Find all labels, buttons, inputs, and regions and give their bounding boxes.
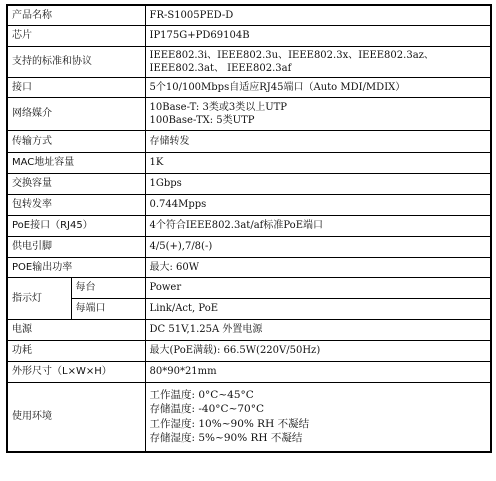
- ports-label: 接口: [7, 77, 145, 97]
- standards-line: IEEE802.3at、 IEEE802.3af: [149, 62, 292, 74]
- environment-value: [145, 382, 491, 452]
- table-row: [7, 340, 491, 361]
- ports-value: 5个10/100Mbps自适应RJ45端口（Auto MDI/MDIX）: [145, 77, 491, 97]
- table-row: [7, 5, 491, 25]
- table-row: [7, 25, 491, 46]
- pins-value: 4/5(+),7/8(-): [145, 236, 491, 257]
- media-line: 10Base-T: 3类或3类以上UTP: [149, 101, 288, 113]
- table-row: [7, 361, 491, 382]
- environment-line: 工作温度: 0°C~45°C: [149, 388, 254, 401]
- media-label: 网络媒介: [7, 97, 145, 130]
- forwarding-label: 传输方式: [7, 130, 145, 152]
- dimensions-value: 80*90*21mm: [145, 361, 491, 382]
- dimensions-label: 外形尺寸（L×W×H）: [7, 361, 145, 382]
- table-row: [7, 173, 491, 194]
- environment-line: 存储湿度: 5%~90% RH 不凝结: [149, 432, 303, 445]
- packet-label: 包转发率: [7, 194, 145, 215]
- standards-line: IEEE802.3i、IEEE802.3u、IEEE802.3x、IEEE802.3az、: [149, 49, 434, 61]
- chip-value: IP175G+PD69104B: [145, 25, 491, 46]
- standards-label: 支持的标准和协议: [7, 46, 145, 77]
- table-row: [7, 298, 491, 319]
- model-value: FR-S1005PED-D: [145, 5, 491, 25]
- table-row: [7, 77, 491, 97]
- mac-label: MAC地址容量: [7, 152, 145, 173]
- media-line: 100Base-TX: 5类UTP: [149, 114, 255, 126]
- standards-value: [145, 46, 491, 77]
- indicator-per-unit-label: 每台: [71, 277, 145, 298]
- chip-label: 芯片: [7, 25, 145, 46]
- environment-line: 存储温度: -40°C~70°C: [149, 403, 265, 416]
- media-value: [145, 97, 491, 130]
- mac-value: 1K: [145, 152, 491, 173]
- packet-value: 0.744Mpps: [145, 194, 491, 215]
- poe-ports-value: 4个符合IEEE802.3at/af标准PoE端口: [145, 215, 491, 236]
- indicator-per-port-label: 每端口: [71, 298, 145, 319]
- power-value: DC 51V,1.25A 外置电源: [145, 319, 491, 340]
- table-row: [7, 236, 491, 257]
- table-row: [7, 97, 491, 130]
- environment-label: 使用环境: [7, 382, 145, 452]
- table-row: [7, 46, 491, 77]
- poe-ports-label: PoE接口（RJ45）: [7, 215, 145, 236]
- model-label: 产品名称: [7, 5, 145, 25]
- pins-label: 供电引脚: [7, 236, 145, 257]
- table-row: [7, 319, 491, 340]
- spec-sheet: [6, 4, 490, 453]
- environment-line: 工作湿度: 10%~90% RH 不凝结: [149, 417, 310, 430]
- table-row: [7, 257, 491, 277]
- table-row: [7, 194, 491, 215]
- switching-label: 交换容量: [7, 173, 145, 194]
- poe-power-value: 最大: 60W: [145, 257, 491, 277]
- forwarding-value: 存储转发: [145, 130, 491, 152]
- consumption-label: 功耗: [7, 340, 145, 361]
- table-row: [7, 152, 491, 173]
- indicator-per-port-value: Link/Act, PoE: [145, 298, 491, 319]
- switching-value: 1Gbps: [145, 173, 491, 194]
- table-row: [7, 130, 491, 152]
- power-label: 电源: [7, 319, 145, 340]
- table-row: [7, 382, 491, 452]
- indicator-per-unit-value: Power: [145, 277, 491, 298]
- poe-power-label: POE输出功率: [7, 257, 145, 277]
- indicator-label: 指示灯: [7, 277, 71, 319]
- table-row: [7, 277, 491, 298]
- consumption-value: 最大(PoE满载): 66.5W(220V/50Hz): [145, 340, 491, 361]
- spec-table: [6, 4, 492, 453]
- table-row: [7, 215, 491, 236]
